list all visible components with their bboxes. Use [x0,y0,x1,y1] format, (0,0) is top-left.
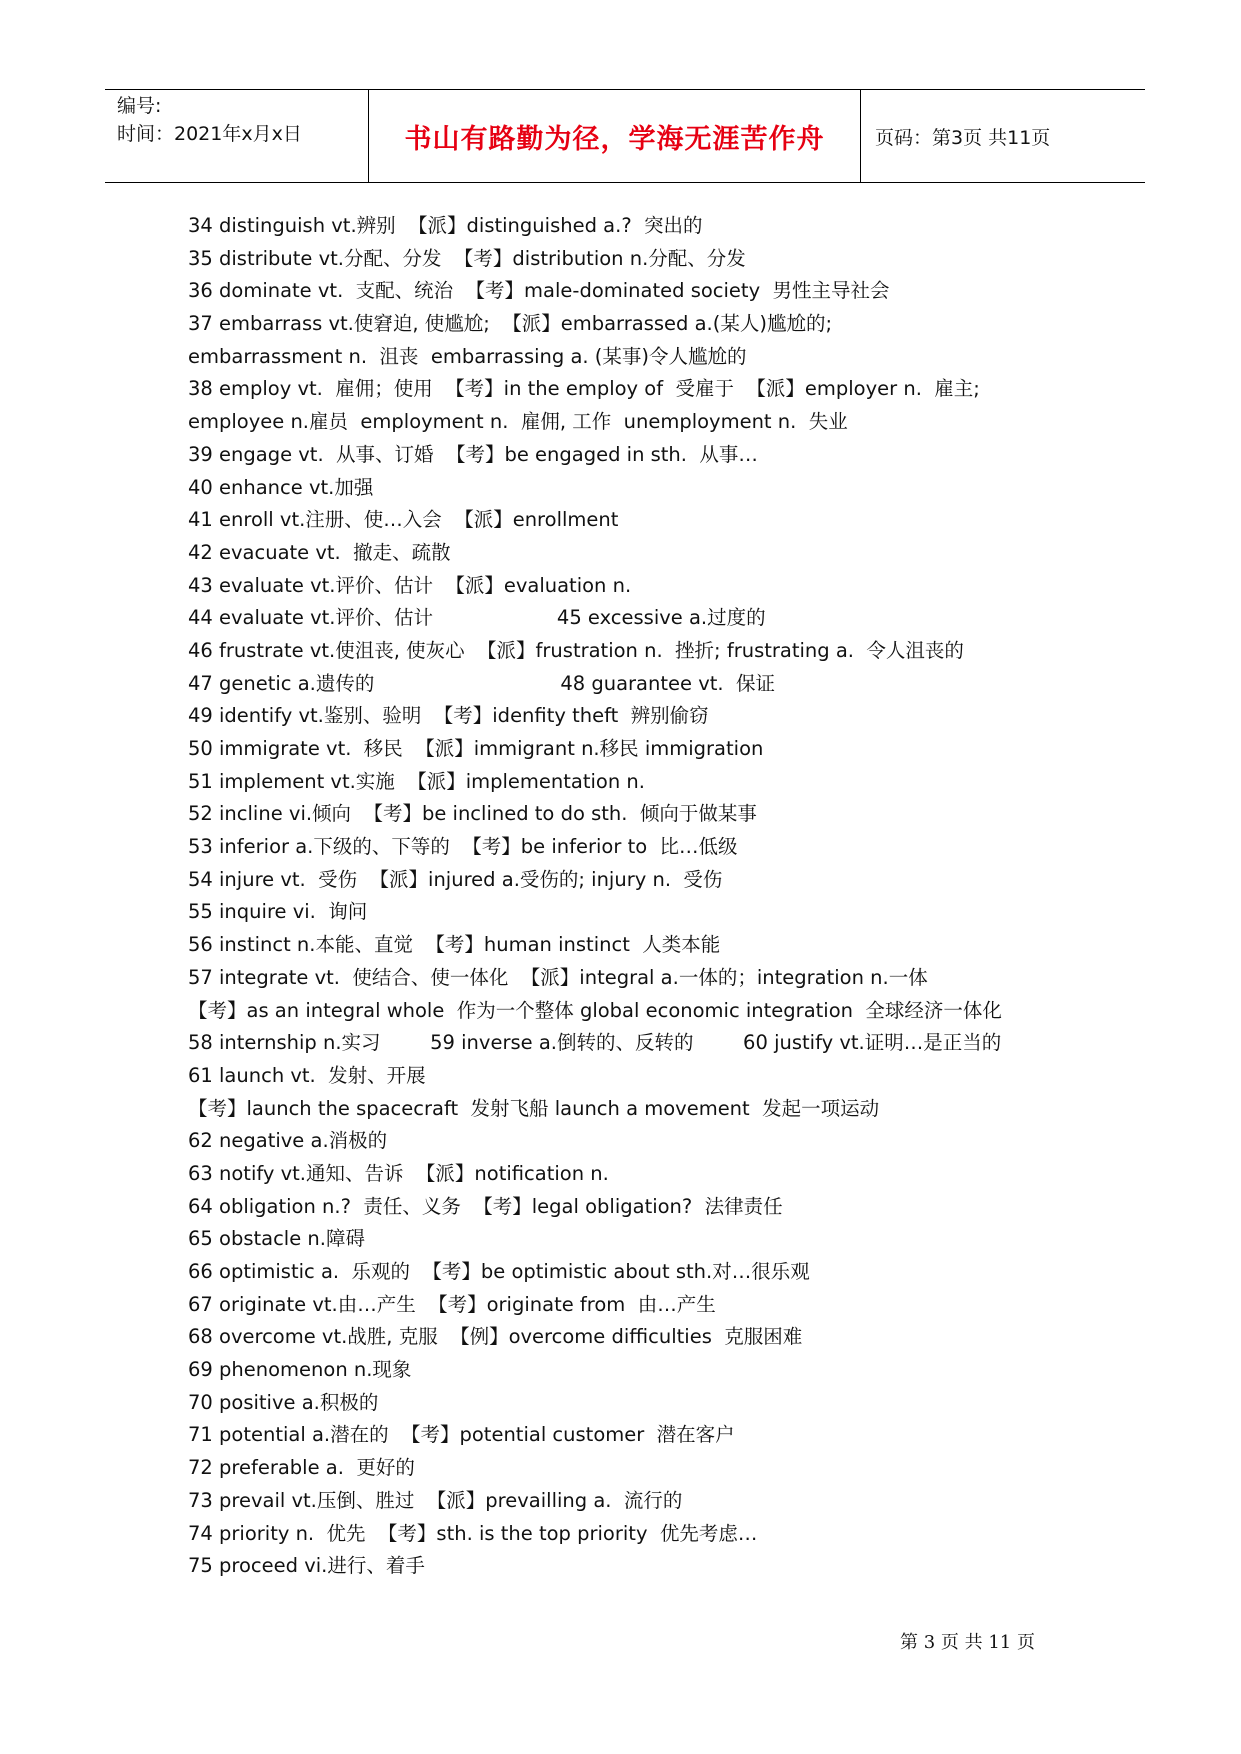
vocab-line: 71 potential a.潜在的 【考】potential customer 潜在客户 [188,1423,735,1447]
page-footer: 第 3 页 共 11 页 [900,1632,1035,1653]
vocab-line: 52 incline vi.倾向 【考】be inclined to do sth. 倾向于做某事 [188,802,757,826]
vocab-line: 75 proceed vi.进行、着手 [188,1554,425,1578]
document-number-label: 编号: [117,95,162,117]
vocab-line: 42 evacuate vt. 撤走、疏散 [188,540,451,564]
header-motto-cell [369,90,861,182]
vocab-line: 57 integrate vt. 使结合、使一体化 【派】integral a.一体的；integration n.一体 [188,965,928,989]
header-page-cell [861,90,1145,182]
header-motto: 书山有路勤为径，学海无涯苦作舟 [404,123,825,155]
vocab-line: 41 enroll vt.注册、使…入会 【派】enrollment [188,508,619,532]
vocab-line: employee n.雇员 employment n. 雇佣, 工作 unemployment n. 失业 [188,410,848,434]
vocab-line: 54 injure vt. 受伤 【派】injured a.受伤的; injury n. 受伤 [188,867,723,891]
header-meta-cell [105,90,369,182]
vocab-line: 74 priority n. 优先 【考】sth. is the top priority 优先考虑… [188,1521,758,1545]
vocab-line: 36 dominate vt. 支配、统治 【考】male-dominated society 男性主导社会 [188,279,890,303]
vocab-line: 64 obligation n.? 责任、义务 【考】legal obligation? 法律责任 [188,1194,783,1218]
vocab-line: 44 evaluate vt.评价、估计 45 excessive a.过度的 [188,606,766,630]
vocab-line: 34 distinguish vt.辨别 【派】distinguished a.? 突出的 [188,214,703,237]
page-header [105,89,1145,183]
vocab-line: 49 identify vt.鉴别、验明 【考】idenfity theft 辨别偷窃 [188,704,709,728]
vocab-line: 46 frustrate vt.使沮丧, 使灰心 【派】frustration n. 挫折; frustrating a. 令人沮丧的 [188,638,964,662]
vocab-line: 62 negative a.消极的 [188,1129,388,1153]
vocab-line: 37 embarrass vt.使窘迫, 使尴尬; 【派】embarrassed a.(某人)尴尬的; [188,312,833,336]
vocab-line: 43 evaluate vt.评价、估计 【派】evaluation n. [188,573,632,597]
vocab-line: 39 engage vt. 从事、订婚 【考】be engaged in sth. 从事… [188,442,758,466]
vocab-line: 63 notify vt.通知、告诉 【派】notification n. [188,1161,609,1185]
vocab-line: 47 genetic a.遗传的 48 guarantee vt. 保证 [188,671,775,695]
document-time-label: 时间：2021年x月x日 [117,123,302,145]
vocab-line: embarrassment n. 沮丧 embarrassing a. (某事)令人尴尬的 [188,344,747,368]
vocabulary-list [188,210,1128,1583]
vocab-line: 73 prevail vt.压倒、胜过 【派】prevailling a. 流行的 [188,1488,683,1512]
vocab-line: 61 launch vt. 发射、开展 [188,1063,426,1087]
vocab-line: 58 internship n.实习 59 inverse a.倒转的、反转的 60 justify vt.证明…是正当的 [188,1031,1002,1055]
vocab-line: 50 immigrate vt. 移民 【派】immigrant n.移民 immigration [188,737,764,760]
vocab-line: 69 phenomenon n.现象 [188,1358,412,1382]
vocab-line: 53 inferior a.下级的、下等的 【考】be inferior to 比…低级 [188,835,738,859]
vocab-line: 【考】launch the spacecraft 发射飞船 launch a movement 发起一项运动 [188,1096,880,1120]
vocab-line: 72 preferable a. 更好的 [188,1456,415,1480]
vocab-line: 56 instinct n.本能、直觉 【考】human instinct 人类本能 [188,933,721,957]
vocab-line: 68 overcome vt.战胜, 克服 【例】overcome difficulties 克服困难 [188,1325,803,1349]
vocab-line: 67 originate vt.由…产生 【考】originate from 由…产生 [188,1292,716,1316]
vocab-line: 55 inquire vi. 询问 [188,900,368,924]
vocab-line: 66 optimistic a. 乐观的 【考】be optimistic about sth.对…很乐观 [188,1260,810,1283]
vocab-line: 51 implement vt.实施 【派】implementation n. [188,769,645,793]
header-page-code: 页码：第3页 共11页 [875,126,1051,149]
vocab-line: 65 obstacle n.障碍 [188,1227,365,1251]
vocab-line: 70 positive a.积极的 [188,1390,379,1414]
vocab-line: 38 employ vt. 雇佣；使用 【考】in the employ of 受雇于 【派】employer n. 雇主; [188,377,980,401]
vocab-line: 40 enhance vt.加强 [188,475,374,499]
vocab-line: 【考】as an integral whole 作为一个整体 global economic integration 全球经济一体化 [188,998,1002,1022]
vocab-line: 35 distribute vt.分配、分发 【考】distribution n.分配、分发 [188,246,746,270]
